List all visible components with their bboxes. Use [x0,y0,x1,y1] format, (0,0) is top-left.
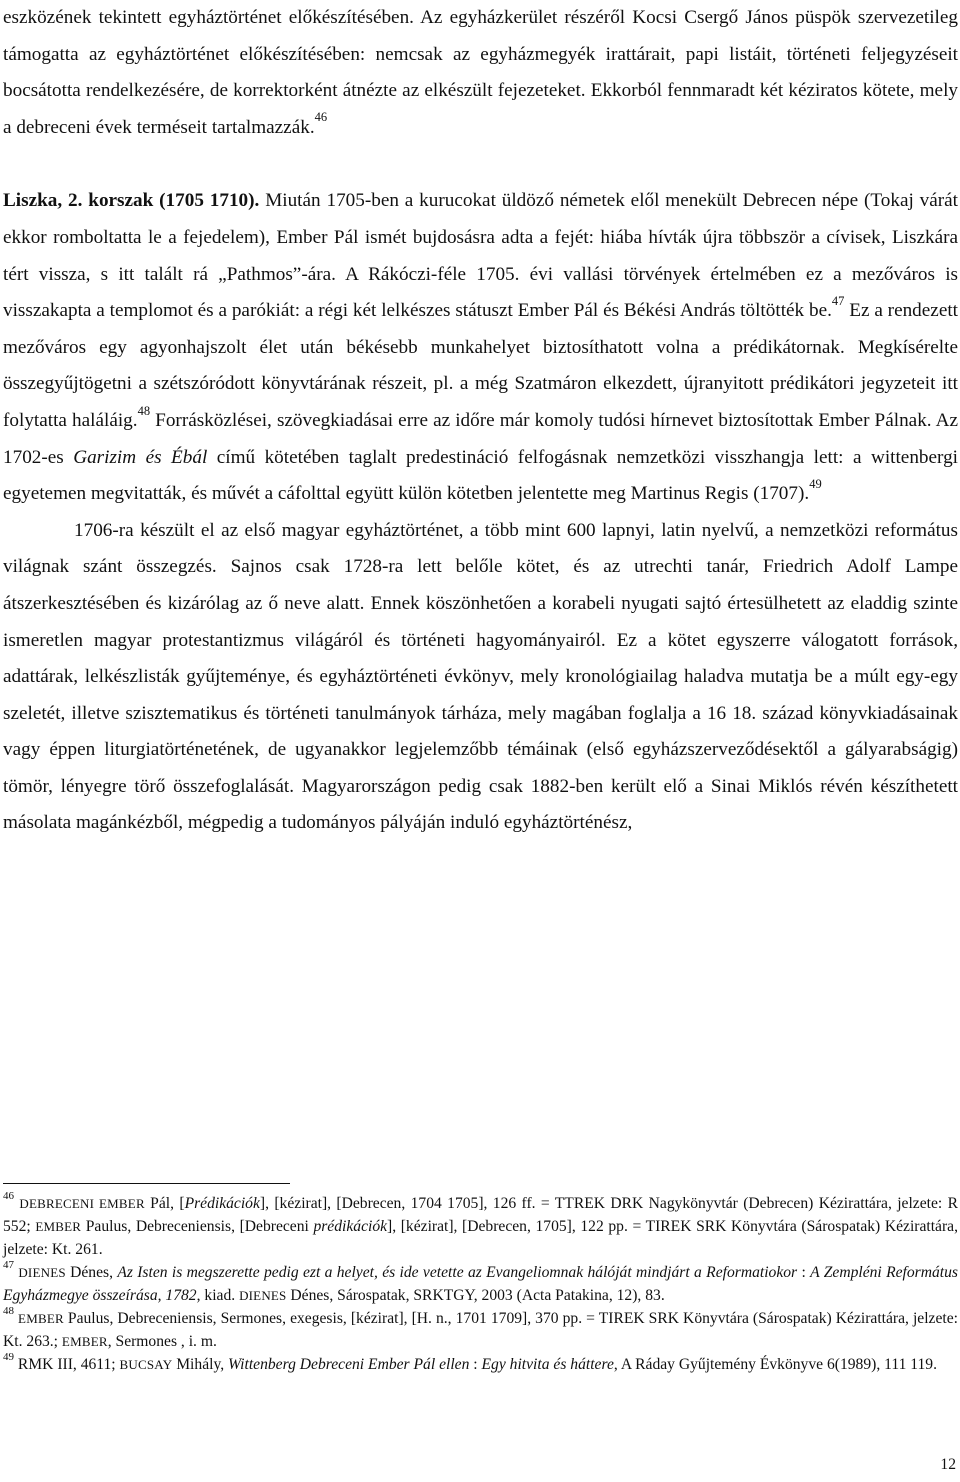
footnote-text: Pál, [ [144,1195,185,1212]
paragraph-3: 1706-ra készült el az első magyar egyháztörténet, a több mint 600 lapnyi, latin nyelvű, a nemzetközi református világnak szánt összegzés. Sajnos csak 1728-ra lett belőle kötet, és az utrechti tanár, Friedrich Adolf Lampe átszerkesztésében és kizárólag az ő neve alatt. Ennek köszönhetően a korabeli nyugati sajtó értesülhetett az eladdig szinte ismeretlen magyar protestantizmus világáról és történeti hagyományairól. Ez a kötet egyszerre válogatott források, adattárak, lelkészlisták gyűjteménye, és egyháztörténeti évkönyv, mely kronológiailag haladva mutatja be a múlt egy-egy szeletét, illetve szisztematikus és történeti tanulmányok tárháza, mely magában foglalja a 16 18. század könyvkiadásainak vagy éppen liturgiatörténetének, de ugyanakkor legjelemzőbb témáinak (első egyházszerveződésektől a gályarabságig) tömör, lényegre törő összefoglalását. Magyarországon pedig csak 1882-ben került elő a Sinai Miklós révén készíthetett másolata magánkézből, mégpedig a tudományos pályáján induló egyháztörténész, [3,519,958,834]
author-name: DEBRECENI EMBER [19,1196,145,1211]
paragraph-2 [3,183,958,512]
footnote-title: A Zempléni Református Egyházmegye összeírása, 1782 [3,1264,959,1304]
footnote-title: prédikációk [313,1218,388,1235]
book-title: Garizim és Ébál [73,446,208,468]
author-name: EMBER [61,1334,108,1349]
footnote-title: Wittenberg Debreceni Ember Pál ellen [228,1356,470,1373]
footnote-title: Az Isten is megszerette pedig ezt a helyet, és ide vetette az Evangeliomnak hálóját mindjárt a Reformatiokor [117,1264,798,1281]
author-name: EMBER [18,1311,64,1326]
footnote-text: , kiad. [196,1287,240,1304]
main-text [3,0,958,842]
author-name: BUCSAY [119,1357,173,1372]
footnote-number: 49 [3,1350,14,1363]
footnote-text: Dénes, Sárospatak, SRKTGY, 2003 (Acta Patakina, 12), 83. [286,1287,665,1304]
page-number: 12 [940,1456,956,1473]
footnotes [3,1183,958,1376]
footnote-text: : [469,1356,482,1373]
footnote-text: ], [kézirat], [Debrecen, 1705], 122 pp. = TIREK SRK Könyvtára (Sárospatak) Kézirattára, jelzete: Kt. 261. [3,1218,958,1258]
footnote-text: RMK III, 4611; [14,1356,120,1373]
footnote-48 [3,1304,958,1353]
footnote-title: Prédikációk [184,1195,260,1212]
footnote-ref-47[interactable]: 47 [831,293,845,308]
footnote-text: Paulus, Debreceniensis, Sermones, exegesis, [kézirat], [H. n., 1701 1709], 370 pp. = TIREK SRK Könyvtára (Sárospatak) Kézirattára, jelzete: Kt. 263.; [3,1310,958,1350]
footnote-text: : [797,1264,811,1281]
footnote-text: Mihály, [172,1356,229,1373]
paragraph-2-text-c: Forrásközlései, szövegkiadásai erre az időre már komoly tudósi hírnevet biztosítottak Ember Pálnak. Az 1702-es [3,409,958,468]
paragraph-1 [3,0,958,146]
footnote-text: , Sermones , i. m. [107,1333,217,1350]
footnote-number: 48 [3,1304,14,1317]
author-name: EMBER [35,1219,82,1234]
document-page [3,0,958,1482]
paragraph-1-text: eszközének tekintett egyháztörténet előkészítésében. Az egyházkerület részéről Kocsi Csergő János püspök szervezetileg támogatta az egyháztörténet előkészítésében: nemcsak az egyházmegyék irattárait, papi listáit, történeti feljegyzéseit bocsátotta rendelkezésére, de korrektorként átnézte az elkészült fejezeteket. Ekkorból fennmaradt két kéziratos kötete, mely a debreceni évek terméseit tartalmazzák. [3,7,958,138]
footnote-46 [3,1189,958,1261]
footnote-text: Paulus, Debreceniensis, [Debreceni [81,1218,314,1235]
footnote-ref-49[interactable]: 49 [809,476,822,491]
footnote-number: 46 [3,1189,14,1202]
footnote-ref-48[interactable]: 48 [137,403,151,418]
footnote-title: Egy hitvita és háttere [481,1356,614,1373]
paragraph-gap [3,146,958,183]
footnote-text: ], [kézirat], [Debrecen, 1704 1705], 126 ff. = TTREK DRK Nagykönyvtár (Debrecen) Kézirattára, jelzete: R 552; [3,1195,958,1235]
section-heading: Liszka, 2. korszak (1705 1710). [3,190,260,212]
footnote-text: , A Ráday Gyűjtemény Évkönyve 6(1989), 111 119. [613,1356,937,1373]
paragraph-2-text-b: Ez a rendezett mezőváros egy agyonhajszolt élet után békésebb munkahelyet biztosíthatott volna a prédikátornak. Megkísérelte összegyűjtögetni a szétszóródott könyvtárának részeit, pl. a még Szatmáron elkezdett, újranyitott prédikátori jegyzeteit itt folytatta haláláig. [3,300,958,431]
footnote-ref-46[interactable]: 46 [314,110,328,125]
paragraph-2-text-d: című kötetében taglalt predestináció felfogásnak nemzetközi visszhangja lett: a wittenbergi egyetemen megvitatták, és művét a cáfolttal együtt külön kötetben jelentette meg Martinus Regis (1707). [3,446,958,505]
author-name: DIENES [239,1288,287,1303]
footnote-49 [3,1350,958,1376]
footnote-47 [3,1258,959,1307]
footnote-separator [3,1183,290,1184]
paragraph-2-text-a: Miután 1705-ben a kurucokat üldöző németek elől menekült Debrecen népe (Tokaj várát ekkor romboltatta le a fejedelem), Ember Pál ismét bujdosásra adta a fejét: hiába hívták újra többször a cívisek, Liszkára tért vissza, s itt talált rá „Pathmos”-ára. A Rákóczi-féle 1705. évi vallási törvények értelmében ez a mezőváros is visszakapta a templomot és a parókiát: a régi két lelkészes státuszt Ember Pál és Békési András töltötték be. [3,190,958,322]
footnote-text: Dénes, [65,1264,118,1281]
author-name: DIENES [18,1265,66,1280]
footnote-number: 47 [3,1258,14,1271]
